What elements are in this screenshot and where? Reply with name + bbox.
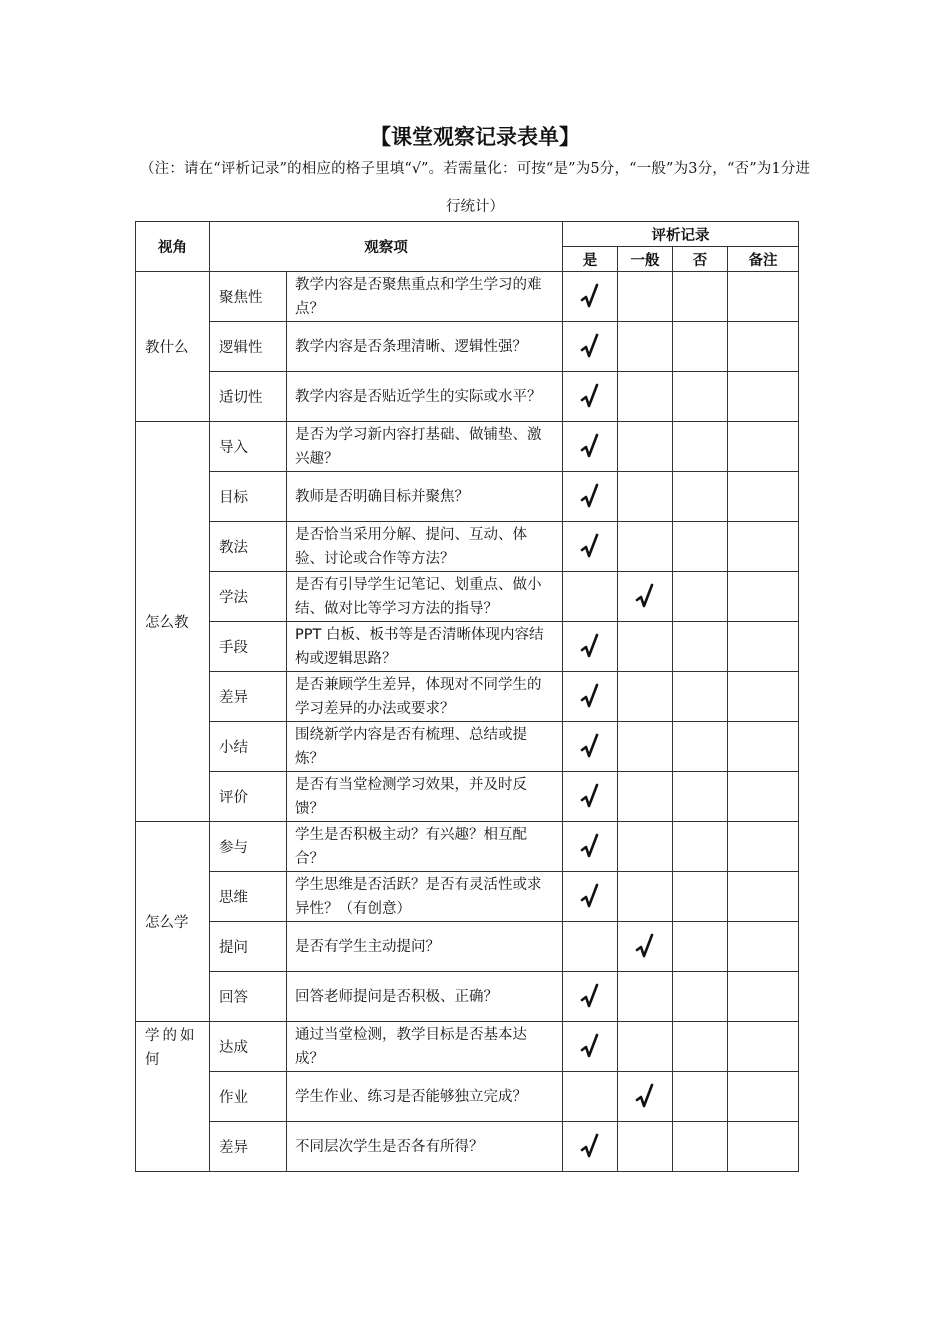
record-cell-remark[interactable] (728, 422, 799, 472)
observation-item-cell: 回答老师提问是否积极、正确？ (287, 972, 563, 1022)
dimension-cell: 逻辑性 (210, 322, 287, 372)
checkmark-icon (563, 1133, 617, 1161)
record-cell-remark[interactable] (728, 272, 799, 322)
dimension-cell: 小结 (210, 722, 287, 772)
record-cell-no[interactable] (673, 722, 728, 772)
checkmark-icon (563, 783, 617, 811)
observation-item-cell: 学生作业、练习是否能够独立完成？ (287, 1072, 563, 1122)
record-cell-average[interactable] (618, 522, 673, 572)
checkmark-icon (563, 833, 617, 861)
checkmark-icon (563, 333, 617, 361)
table-row (136, 372, 799, 422)
dimension-cell: 达成 (210, 1022, 287, 1072)
record-cell-remark[interactable] (728, 1072, 799, 1122)
dimension-cell: 教法 (210, 522, 287, 572)
table-row (136, 672, 799, 722)
table-row (136, 422, 799, 472)
record-cell-average[interactable] (618, 772, 673, 822)
record-cell-no[interactable] (673, 272, 728, 322)
observation-item-cell: 是否恰当采用分解、提问、互动、体验、讨论或合作等方法？ (287, 522, 563, 572)
observation-item-cell: 是否有引导学生记笔记、划重点、做小结、做对比等学习方法的指导？ (287, 572, 563, 622)
form-title: 【课堂观察记录表单】 (370, 124, 580, 149)
checkmark-icon (563, 483, 617, 511)
table-row (136, 1122, 799, 1172)
dimension-cell: 回答 (210, 972, 287, 1022)
record-cell-yes[interactable] (563, 922, 618, 972)
record-cell-yes[interactable] (563, 422, 618, 472)
record-cell-no[interactable] (673, 1122, 728, 1172)
dimension-cell: 目标 (210, 472, 287, 522)
observation-item-cell: 不同层次学生是否各有所得？ (287, 1122, 563, 1172)
record-cell-yes[interactable] (563, 322, 618, 372)
table-row (136, 522, 799, 572)
dimension-cell: 学法 (210, 572, 287, 622)
header-no: 否 (673, 247, 728, 272)
record-cell-remark[interactable] (728, 622, 799, 672)
record-cell-yes[interactable] (563, 372, 618, 422)
record-cell-average[interactable] (618, 722, 673, 772)
checkmark-icon (618, 933, 672, 961)
observation-item-cell: 是否有当堂检测学习效果，并及时反馈？ (287, 772, 563, 822)
perspective-cell: 学的如何 (136, 1022, 210, 1172)
checkmark-icon (563, 683, 617, 711)
header-remark: 备注 (728, 247, 799, 272)
checkmark-icon (563, 433, 617, 461)
perspective-cell: 怎么学 (136, 822, 210, 1022)
record-cell-yes[interactable] (563, 272, 618, 322)
observation-item-cell: 学生是否积极主动？有兴趣？相互配合？ (287, 822, 563, 872)
record-cell-yes[interactable] (563, 672, 618, 722)
record-cell-average[interactable] (618, 272, 673, 322)
record-cell-yes[interactable] (563, 972, 618, 1022)
dimension-cell: 导入 (210, 422, 287, 472)
record-cell-remark[interactable] (728, 322, 799, 372)
record-cell-remark[interactable] (728, 372, 799, 422)
observation-item-cell: 教学内容是否贴近学生的实际或水平？ (287, 372, 563, 422)
table-row (136, 1072, 799, 1122)
record-cell-remark[interactable] (728, 672, 799, 722)
dimension-cell: 差异 (210, 672, 287, 722)
checkmark-icon (563, 883, 617, 911)
observation-item-cell: 是否为学习新内容打基础、做铺垫、激兴趣？ (287, 422, 563, 472)
record-cell-no[interactable] (673, 1072, 728, 1122)
record-cell-remark[interactable] (728, 722, 799, 772)
record-cell-no[interactable] (673, 322, 728, 372)
record-cell-remark[interactable] (728, 522, 799, 572)
record-cell-yes[interactable] (563, 1122, 618, 1172)
table-row (136, 272, 799, 322)
record-cell-yes[interactable] (563, 772, 618, 822)
observation-item-cell: 教学内容是否聚焦重点和学生学习的难点？ (287, 272, 563, 322)
record-cell-no[interactable] (673, 522, 728, 572)
record-cell-no[interactable] (673, 872, 728, 922)
table-row (136, 972, 799, 1022)
observation-item-cell: 是否有学生主动提问？ (287, 922, 563, 972)
record-cell-yes[interactable] (563, 822, 618, 872)
record-cell-no[interactable] (673, 822, 728, 872)
observation-item-cell: 教学内容是否条理清晰、逻辑性强？ (287, 322, 563, 372)
record-cell-yes[interactable] (563, 522, 618, 572)
record-cell-no[interactable] (673, 422, 728, 472)
record-cell-remark[interactable] (728, 872, 799, 922)
form-note: （注：请在“评析记录”的相应的格子里填“√”。若需量化：可按“是”为5分，“一般”为3分，“否”为1分进行统计） (140, 161, 810, 215)
record-cell-no[interactable] (673, 622, 728, 672)
dimension-cell: 适切性 (210, 372, 287, 422)
observation-item-cell: 教师是否明确目标并聚焦？ (287, 472, 563, 522)
record-cell-average[interactable] (618, 622, 673, 672)
table-body (136, 272, 799, 1172)
table-row (136, 722, 799, 772)
checkmark-icon (563, 383, 617, 411)
record-cell-average[interactable] (618, 822, 673, 872)
record-cell-average[interactable] (618, 472, 673, 522)
record-cell-yes[interactable] (563, 872, 618, 922)
record-cell-average[interactable] (618, 1072, 673, 1122)
perspective-cell: 怎么教 (136, 422, 210, 822)
table-row (136, 772, 799, 822)
header-observation: 观察项 (210, 222, 563, 272)
table-row (136, 322, 799, 372)
dimension-cell: 作业 (210, 1072, 287, 1122)
record-cell-no[interactable] (673, 372, 728, 422)
perspective-cell: 教什么 (136, 272, 210, 422)
record-cell-average[interactable] (618, 672, 673, 722)
observation-item-cell: PPT 白板、板书等是否清晰体现内容结构或逻辑思路？ (287, 622, 563, 672)
dimension-cell: 手段 (210, 622, 287, 672)
checkmark-icon (563, 533, 617, 561)
table-row (136, 922, 799, 972)
record-cell-average[interactable] (618, 1022, 673, 1072)
checkmark-icon (563, 283, 617, 311)
header-record: 评析记录 (563, 222, 799, 247)
observation-table (135, 221, 799, 1172)
record-cell-remark[interactable] (728, 922, 799, 972)
record-cell-average[interactable] (618, 872, 673, 922)
record-cell-average[interactable] (618, 422, 673, 472)
observation-item-cell: 学生思维是否活跃？是否有灵活性或求异性？（有创意） (287, 872, 563, 922)
header-yes: 是 (563, 247, 618, 272)
dimension-cell: 聚焦性 (210, 272, 287, 322)
record-cell-average[interactable] (618, 922, 673, 972)
record-cell-average[interactable] (618, 322, 673, 372)
checkmark-icon (618, 583, 672, 611)
checkmark-icon (563, 733, 617, 761)
observation-item-cell: 是否兼顾学生差异，体现对不同学生的学习差异的办法或要求？ (287, 672, 563, 722)
record-cell-yes[interactable] (563, 622, 618, 672)
table-row (136, 872, 799, 922)
record-cell-average[interactable] (618, 972, 673, 1022)
table-row (136, 572, 799, 622)
header-perspective: 视角 (136, 222, 210, 272)
record-cell-average[interactable] (618, 572, 673, 622)
header-average: 一般 (618, 247, 673, 272)
record-cell-remark[interactable] (728, 572, 799, 622)
dimension-cell: 评价 (210, 772, 287, 822)
record-cell-remark[interactable] (728, 822, 799, 872)
checkmark-icon (563, 1033, 617, 1061)
table-row (136, 622, 799, 672)
record-cell-no[interactable] (673, 572, 728, 622)
record-cell-yes[interactable] (563, 1072, 618, 1122)
observation-item-cell: 围绕新学内容是否有梳理、总结或提炼？ (287, 722, 563, 772)
table-row (136, 1022, 799, 1072)
dimension-cell: 差异 (210, 1122, 287, 1172)
record-cell-average[interactable] (618, 1122, 673, 1172)
table-row (136, 822, 799, 872)
record-cell-no[interactable] (673, 972, 728, 1022)
record-cell-yes[interactable] (563, 1022, 618, 1072)
record-cell-yes[interactable] (563, 722, 618, 772)
dimension-cell: 参与 (210, 822, 287, 872)
record-cell-remark[interactable] (728, 972, 799, 1022)
dimension-cell: 提问 (210, 922, 287, 972)
record-cell-remark[interactable] (728, 1122, 799, 1172)
dimension-cell: 思维 (210, 872, 287, 922)
record-cell-remark[interactable] (728, 772, 799, 822)
table-row (136, 472, 799, 522)
record-cell-remark[interactable] (728, 472, 799, 522)
checkmark-icon (563, 983, 617, 1011)
observation-item-cell: 通过当堂检测，教学目标是否基本达成？ (287, 1022, 563, 1072)
checkmark-icon (618, 1083, 672, 1111)
record-cell-no[interactable] (673, 1022, 728, 1072)
record-cell-yes[interactable] (563, 572, 618, 622)
record-cell-no[interactable] (673, 472, 728, 522)
record-cell-average[interactable] (618, 372, 673, 422)
record-cell-no[interactable] (673, 772, 728, 822)
checkmark-icon (563, 633, 617, 661)
record-cell-no[interactable] (673, 922, 728, 972)
record-cell-yes[interactable] (563, 472, 618, 522)
record-cell-no[interactable] (673, 672, 728, 722)
record-cell-remark[interactable] (728, 1022, 799, 1072)
